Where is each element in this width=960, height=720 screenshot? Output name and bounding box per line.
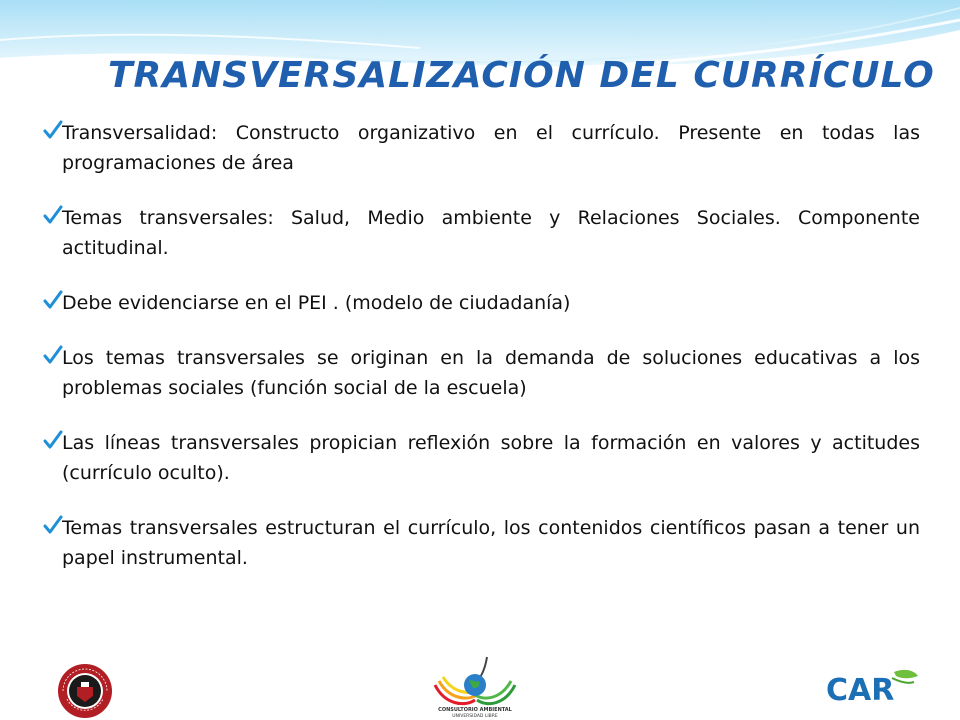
bullet-item bbox=[40, 118, 920, 178]
checkmark-icon bbox=[43, 515, 63, 535]
bullet-item bbox=[40, 203, 920, 263]
checkmark-icon bbox=[43, 120, 63, 140]
checkmark-icon bbox=[43, 290, 63, 310]
consultorio-line2: UNIVERSIDAD LIBRE bbox=[452, 714, 498, 719]
checkmark-icon bbox=[43, 430, 63, 450]
bullet-item bbox=[40, 513, 920, 573]
universidad-libre-seal-logo bbox=[57, 663, 113, 719]
bullet-text: Las líneas transversales propician reflexión sobre la formación en valores y actitudes (currículo oculto). bbox=[62, 432, 920, 484]
checkmark-icon bbox=[43, 345, 63, 365]
bullet-text: Temas transversales estructuran el currículo, los contenidos científicos pasan a tener un papel instrumental. bbox=[62, 517, 920, 569]
checkmark-icon bbox=[43, 205, 63, 225]
bullet-text: Transversalidad: Constructo organizativo en el currículo. Presente en todas las programaciones de área bbox=[62, 122, 920, 174]
consultorio-line1: CONSULTORIO AMBIENTAL bbox=[438, 707, 512, 713]
bullet-text: Los temas transversales se originan en la demanda de soluciones educativas a los problemas sociales (función social de la escuela) bbox=[62, 347, 920, 399]
car-logo bbox=[820, 662, 920, 710]
bullet-text: Debe evidenciarse en el PEI . (modelo de ciudadanía) bbox=[62, 292, 571, 314]
car-logo-text: CAR bbox=[826, 673, 895, 708]
slide-title: TRANSVERSALIZACIÓN DEL CURRÍCULO bbox=[108, 55, 935, 96]
bullet-item bbox=[40, 428, 920, 488]
bullet-item bbox=[40, 288, 920, 318]
bullet-list bbox=[40, 118, 920, 598]
consultorio-ambiental-logo bbox=[425, 655, 525, 720]
bullet-item bbox=[40, 343, 920, 403]
bullet-text: Temas transversales: Salud, Medio ambiente y Relaciones Sociales. Componente actitudinal. bbox=[62, 207, 920, 259]
